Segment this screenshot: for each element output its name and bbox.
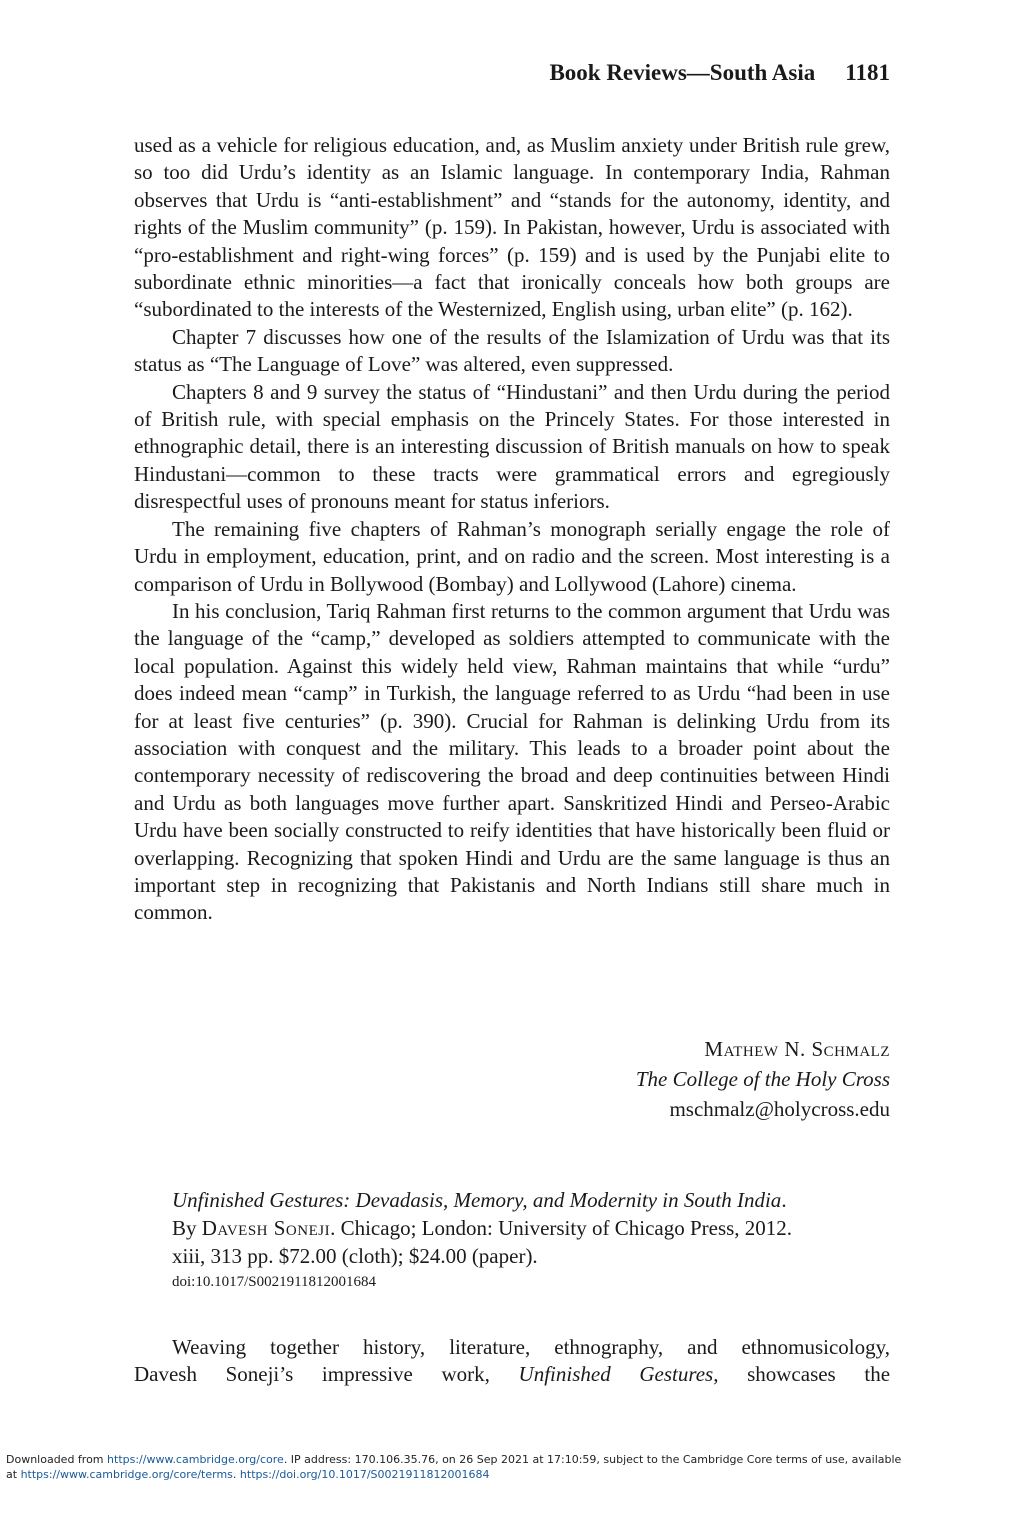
opening-line-2 bbox=[134, 1361, 890, 1388]
footer-downloaded-label: Downloaded from bbox=[6, 1453, 104, 1466]
paragraph-3: Chapters 8 and 9 survey the status of “Hindustani” and then Urdu during the period of British rule, with special emphasis on the Princely States. For those interested in ethnographic detail, there is an interesting discussion of British manuals on how to speak Hindustani—common to these tracts were grammatical errors and egregiously disrespectful uses of pronouns meant for status inferiors. bbox=[134, 379, 890, 514]
book-details: xiii, 313 pp. $72.00 (cloth); $24.00 (paper). bbox=[172, 1244, 538, 1268]
book-title-end: . bbox=[781, 1188, 787, 1212]
page-number: 1181 bbox=[845, 60, 890, 85]
paragraph-2: Chapter 7 discusses how one of the results of the Islamization of Urdu was that its status as “The Language of Love” was altered, even suppressed. bbox=[134, 324, 890, 377]
by-label: By bbox=[172, 1216, 197, 1240]
book-doi[interactable]: doi:10.1017/S0021911812001684 bbox=[172, 1274, 377, 1290]
reviewer-signature bbox=[636, 1034, 890, 1124]
footer-at: at bbox=[6, 1468, 18, 1481]
opening-line-1: Weaving together history, literature, ethnography, and ethnomusicology, bbox=[172, 1335, 890, 1359]
running-title: Book Reviews—South Asia bbox=[549, 60, 816, 85]
opening-line-2-start: Davesh Soneji’s impressive work, bbox=[134, 1362, 490, 1387]
reviewer-email[interactable]: mschmalz@holycross.edu bbox=[669, 1097, 890, 1121]
footer-mid-text: . IP address: 170.106.35.76, on 26 Sep 2021 at 17:10:59, subject to the Cambridge Core terms of use, available bbox=[283, 1453, 902, 1466]
footer-doi-link[interactable]: https://doi.org/10.1017/S0021911812001684 bbox=[239, 1468, 490, 1481]
review-body bbox=[134, 132, 890, 927]
book-author: Davesh Soneji bbox=[201, 1216, 331, 1240]
reviewer-institution: The College of the Holy Cross bbox=[635, 1067, 890, 1091]
opening-line-2-title: Unfinished Gestures bbox=[518, 1362, 714, 1387]
opening-line-2-end: , showcases the bbox=[713, 1362, 891, 1387]
footer-core-link[interactable]: https://www.cambridge.org/core bbox=[107, 1453, 284, 1466]
paragraph-5: In his conclusion, Tariq Rahman first returns to the common argument that Urdu was the language of the “camp,” developed as soldiers attempted to communicate with the local population. Against this widely held view, Rahman maintains that while “urdu” does indeed mean “camp” in Turkish, the language referred to as Urdu “had been in use for at least five centuries” (p. 390). Crucial for Rahman is delinking Urdu from its association with conquest and the military. This leads to a broader point about the contemporary necessity of rediscovering the broad and deep continuities between Hindi and Urdu as both languages move further apart. Sanskritized Hindi and Perseo-Arabic Urdu have been socially constructed to reify identities that have historically been fluid or overlapping. Recognizing that spoken Hindi and Urdu are the same language is thus an important step in recognizing that Pakistanis and North Indians still share much in common. bbox=[134, 598, 890, 925]
next-review-opening bbox=[134, 1334, 890, 1389]
reviewer-name: Mathew N. Schmalz bbox=[704, 1037, 890, 1061]
paragraph-4: The remaining five chapters of Rahman’s monograph serially engage the role of Urdu in employment, education, print, and on radio and the screen. Most interesting is a comparison of Urdu in Bollywood (Bombay) and Lollywood (Lahore) cinema. bbox=[134, 516, 890, 596]
book-title: Unfinished Gestures: Devadasis, Memory, and Modernity in South India bbox=[172, 1188, 782, 1212]
download-footer bbox=[6, 1452, 1006, 1482]
footer-terms-link[interactable]: https://www.cambridge.org/core/terms bbox=[20, 1468, 233, 1481]
running-header bbox=[549, 60, 890, 86]
footer-sep: . bbox=[232, 1468, 237, 1481]
book-citation bbox=[172, 1186, 892, 1294]
publisher-info: . Chicago; London: University of Chicago Press, 2012. bbox=[330, 1216, 793, 1240]
paragraph-1: used as a vehicle for religious education, and, as Muslim anxiety under British rule grew, so too did Urdu’s identity as an Islamic language. In contemporary India, Rahman observes that Urdu is “anti-establishment” and “stands for the autonomy, identity, and rights of the Muslim community” (p. 159). In Pakistan, however, Urdu is associated with “pro-establishment and right-wing forces” (p. 159) and is used by the Punjabi elite to subordinate ethnic minorities—a fact that ironically conceals how both groups are “subordinated to the interests of the Westernized, English using, urban elite” (p. 162). bbox=[134, 133, 890, 322]
